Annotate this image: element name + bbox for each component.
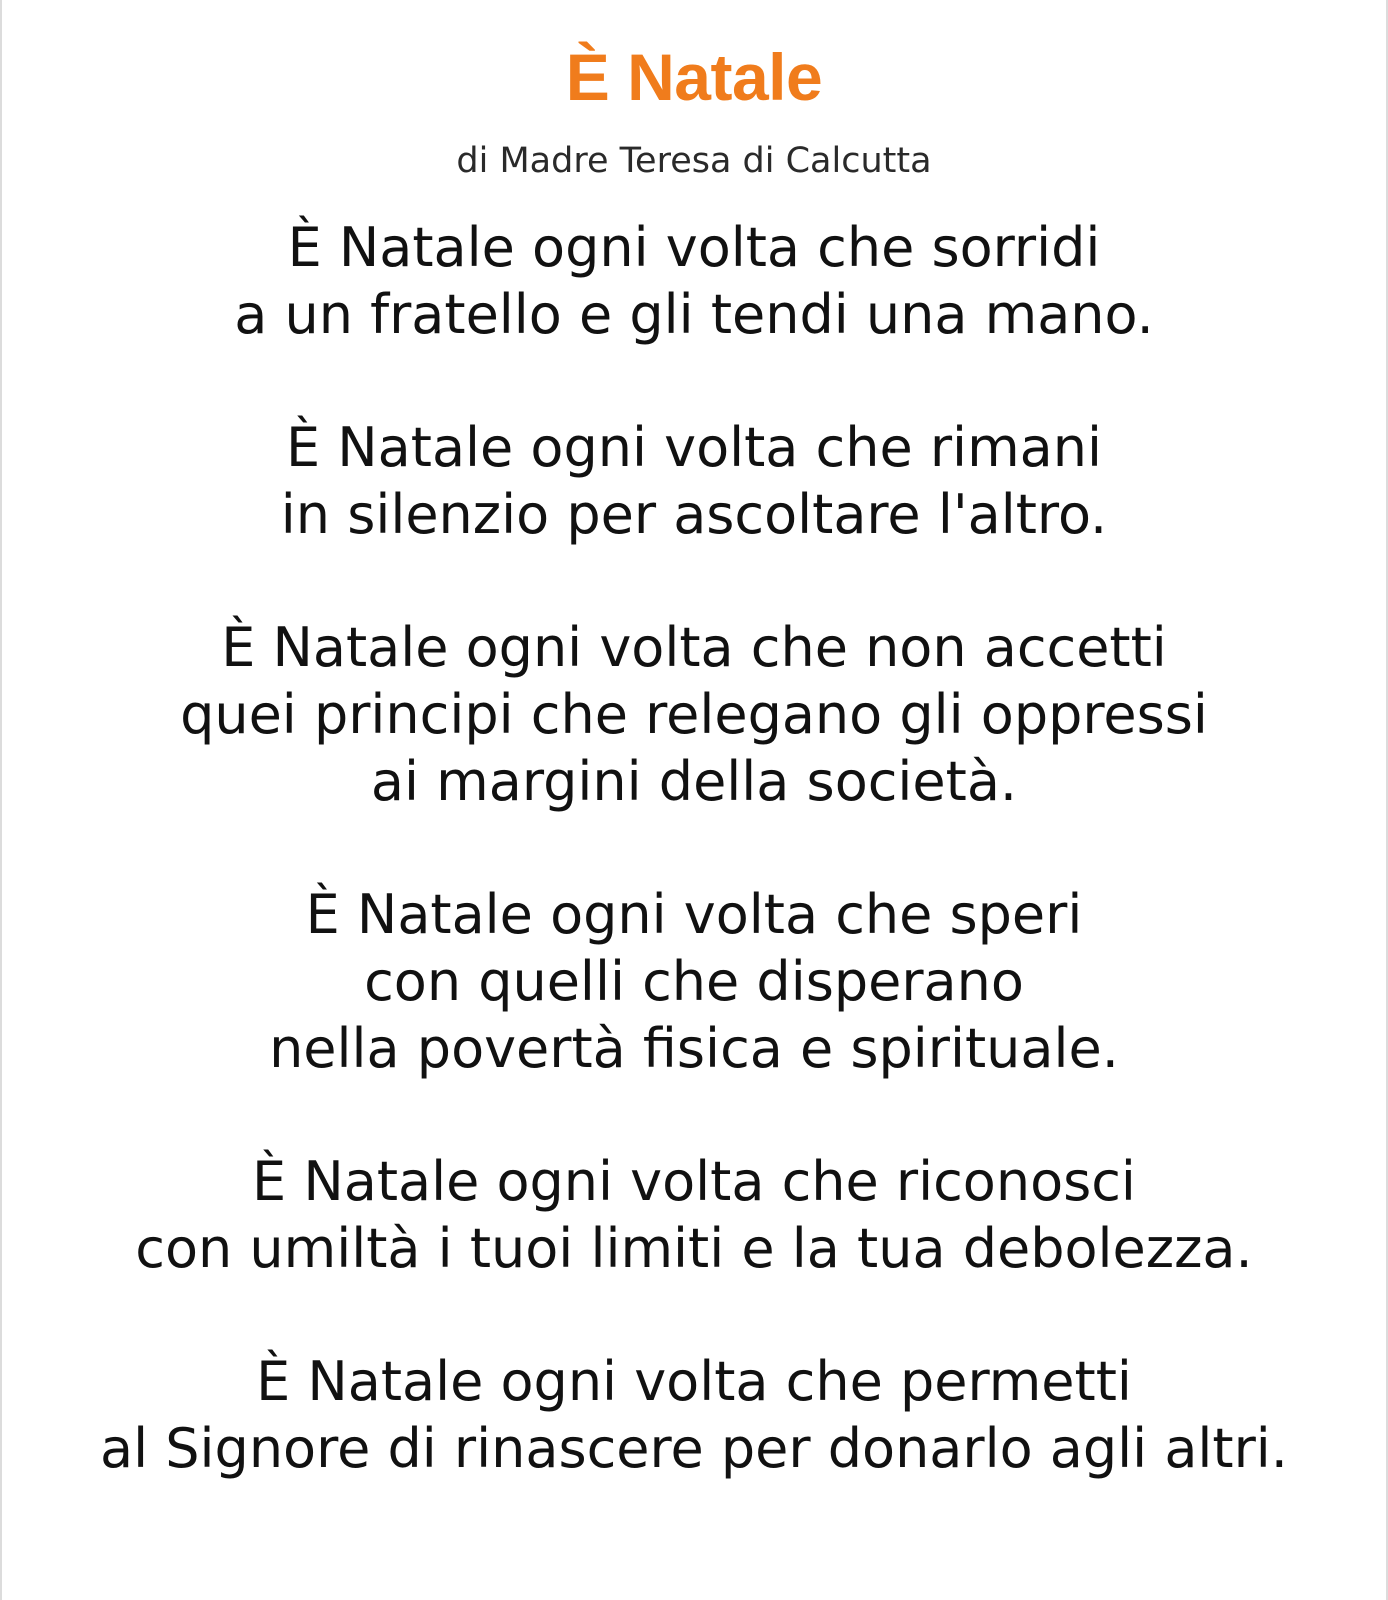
poem-line: quei principi che relegano gli oppressi [180, 683, 1208, 746]
poem-line: con quelli che disperano [364, 950, 1024, 1013]
poem-title: È Natale [565, 40, 823, 114]
poem-line: nella povertà fisica e spirituale. [269, 1017, 1119, 1080]
poem-line: È Natale ogni volta che sorridi [287, 216, 1101, 279]
poem-body [2, 214, 1386, 1548]
stanza [2, 1348, 1386, 1482]
poem-line: al Signore di rinascere per donarlo agli altri. [100, 1417, 1288, 1480]
poem-line: È Natale ogni volta che permetti [256, 1350, 1132, 1413]
stanza [2, 214, 1386, 348]
stanza [2, 1148, 1386, 1282]
poem-author: di Madre Teresa di Calcutta [456, 141, 932, 181]
poem-line: con umiltà i tuoi limiti e la tua debolezza. [135, 1217, 1253, 1280]
stanza [2, 614, 1386, 815]
poem-line: È Natale ogni volta che non accetti [221, 616, 1167, 679]
stanza [2, 414, 1386, 548]
poem-line: in silenzio per ascoltare l'altro. [280, 483, 1108, 546]
stanza [2, 881, 1386, 1082]
poem-line: È Natale ogni volta che rimani [286, 416, 1102, 479]
poem-line: È Natale ogni volta che riconosci [252, 1150, 1136, 1213]
poem-line: È Natale ogni volta che speri [305, 883, 1083, 946]
poem-line: ai margini della società. [370, 750, 1018, 813]
poem-line: a un fratello e gli tendi una mano. [234, 283, 1154, 346]
